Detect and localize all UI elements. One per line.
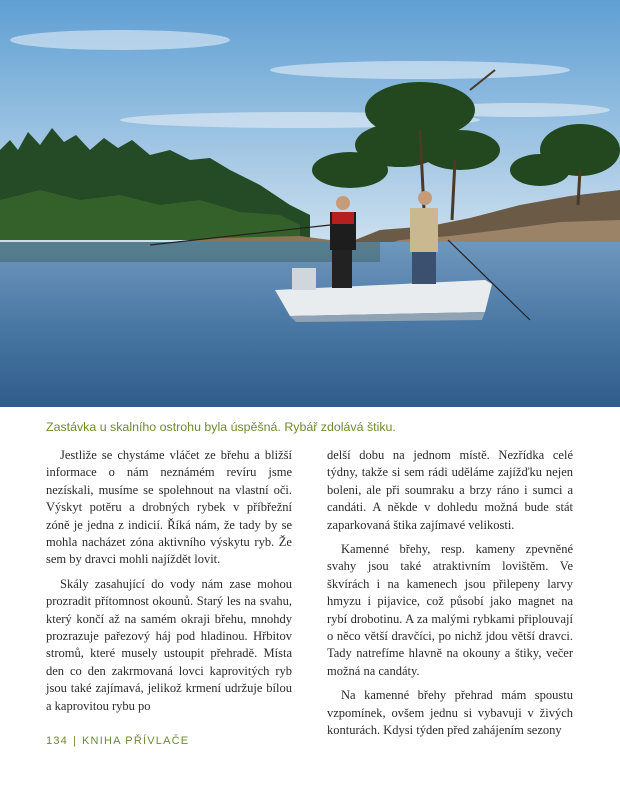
paragraph: Jestliže se chystáme vláčet ze břehu a bližší informace o nám neznámém revíru jsme nezískali, musíme se spolehnout na vlastní oči. Výskyt potěru a drobných rybek v příbřežní zóně je jedna z indicií. Říká nám, že tady by se mohla nacházet zóna aktivního výskytu ryb. Že sem by dravci mohli najíždět lovit. xyxy=(46,448,292,567)
footer-separator: | xyxy=(72,735,78,747)
paragraph: Skály zasahující do vody nám zase mohou prozradit přítomnost okounů. Starý les na svahu, který končí až na samém okraji břehu, mnohdy prozrazuje pařezový háj pod hladinou. Hřbitov stromů, které musely ustoupit přehradě. Místa den co den zakrmovaná lovci kaprovitých ryb jsou také zajímavá, jelikož krmení udržuje bílou a kaprovitou rybu po xyxy=(46,576,292,713)
paragraph: Kamenné břehy, resp. kameny zpevněné svahy jsou také atraktivním lovištěm. Ve škvírách i na kamenech jsou přilepeny larvy hmyzu i pijavice, což působí jako magnet na rybí drobotinu. A za malými rybkami připlouvají o něco větší dravčíci, po nichž jdou větší dravci. Tady natrefíme hlavně na okouny a štiky, večer možná na candáty. xyxy=(327,542,573,678)
paragraph: delší dobu na jednom místě. Nezřídka celé týdny, takže si sem rádi uděláme zajížďku nejen boleni, ale při soumraku a brzy ráno i sumci a candáti. A někde v dohledu možná bude stát zaparkovaná štika zajímavé velikosti. xyxy=(327,448,573,532)
water-reflection xyxy=(0,242,380,262)
page-footer xyxy=(46,735,189,747)
book-title: KNIHA PŘÍVLAČE xyxy=(82,735,190,747)
photo-caption: Zastávka u skalního ostrohu byla úspěšná. Rybář zdolává štiku. xyxy=(46,420,396,434)
water xyxy=(0,242,620,407)
paragraph: Na kamenné břehy přehrad mám spoustu vzpomínek, ovšem jednu si vybavuji v živých konturách. Kdysi týden před zahájením sezony xyxy=(327,688,573,738)
text-column-right xyxy=(327,447,573,747)
text-column-left xyxy=(46,447,292,722)
page-number: 134 xyxy=(46,735,68,747)
